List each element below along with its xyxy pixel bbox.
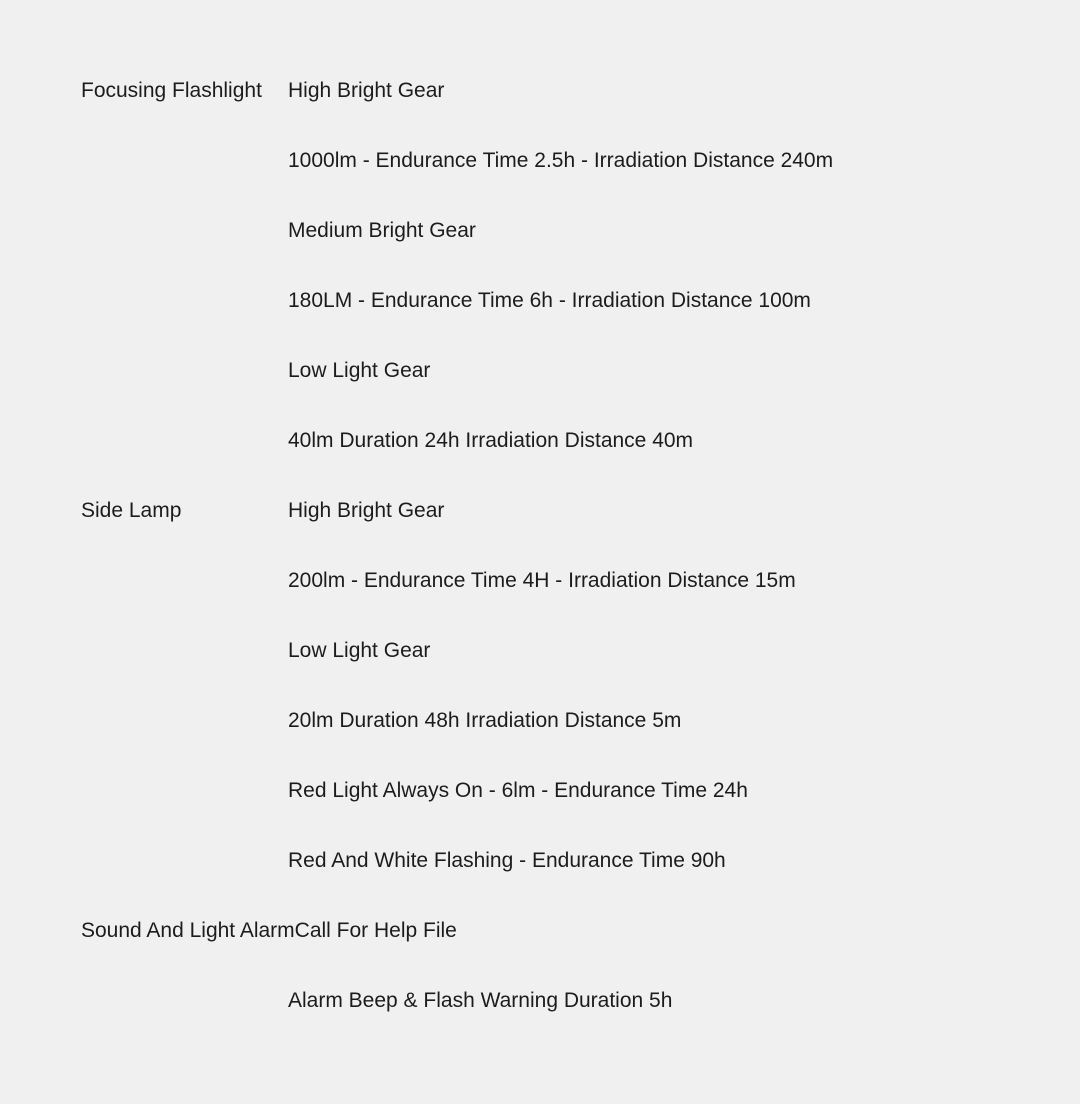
spec-label: Sound And Light Alarm: [81, 919, 295, 942]
spec-value: Call For Help File: [294, 919, 457, 942]
spec-value: Low Light Gear: [288, 359, 431, 382]
spec-row: [0, 358, 1080, 428]
spec-value: High Bright Gear: [288, 79, 445, 102]
spec-value: Medium Bright Gear: [288, 219, 476, 242]
spec-row: [0, 778, 1080, 848]
spec-row: [0, 568, 1080, 638]
spec-value: Red And White Flashing - Endurance Time 90h: [288, 849, 726, 872]
spec-row: [0, 288, 1080, 358]
spec-row: [0, 218, 1080, 288]
spec-row: [0, 638, 1080, 708]
spec-row: [0, 428, 1080, 498]
spec-value: 1000lm - Endurance Time 2.5h - Irradiation Distance 240m: [288, 149, 834, 172]
spec-row: [0, 498, 1080, 568]
spec-row: [0, 78, 1080, 148]
spec-value: 40lm Duration 24h Irradiation Distance 40m: [288, 429, 694, 452]
spec-label: Focusing Flashlight: [81, 79, 262, 102]
spec-value: 200lm - Endurance Time 4H - Irradiation Distance 15m: [288, 569, 796, 592]
spec-value: High Bright Gear: [288, 499, 445, 522]
spec-label: Side Lamp: [81, 499, 182, 522]
spec-value: Red Light Always On - 6lm - Endurance Time 24h: [288, 779, 748, 802]
spec-row: [0, 148, 1080, 218]
spec-row: [0, 848, 1080, 918]
spec-value: 180LM - Endurance Time 6h - Irradiation Distance 100m: [288, 289, 811, 312]
spec-row: [0, 918, 1080, 988]
spec-row: [0, 988, 1080, 1058]
spec-row: [0, 708, 1080, 778]
spec-value: 20lm Duration 48h Irradiation Distance 5m: [288, 709, 682, 732]
spec-value: Alarm Beep & Flash Warning Duration 5h: [288, 989, 673, 1012]
spec-value: Low Light Gear: [288, 639, 431, 662]
